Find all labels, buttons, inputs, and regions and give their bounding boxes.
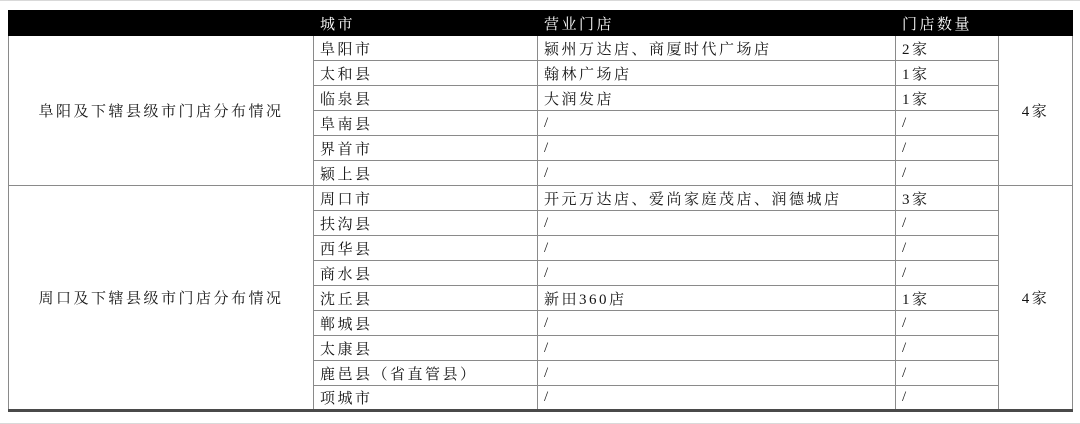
city-cell: 阜南县 — [314, 111, 538, 136]
header-count: 门店数量 — [896, 11, 999, 36]
header-row — [9, 11, 1073, 36]
stores-cell: 颍州万达店、商厦时代广场店 — [538, 36, 896, 61]
count-cell: 1家 — [896, 61, 999, 86]
stores-cell: / — [538, 236, 896, 261]
count-cell: 2家 — [896, 36, 999, 61]
city-cell: 界首市 — [314, 136, 538, 161]
count-cell: / — [896, 336, 999, 361]
count-cell: / — [896, 386, 999, 411]
city-cell: 阜阳市 — [314, 36, 538, 61]
city-cell: 项城市 — [314, 386, 538, 411]
table-row — [9, 186, 1073, 211]
city-cell: 扶沟县 — [314, 211, 538, 236]
header-stores: 营业门店 — [538, 11, 896, 36]
header-city: 城市 — [314, 11, 538, 36]
stores-cell: / — [538, 386, 896, 411]
city-cell: 太和县 — [314, 61, 538, 86]
city-cell: 太康县 — [314, 336, 538, 361]
section-label-zhoukou: 周口及下辖县级市门店分布情况 — [9, 186, 314, 411]
count-cell: / — [896, 111, 999, 136]
count-cell: / — [896, 236, 999, 261]
count-cell: 1家 — [896, 286, 999, 311]
stores-cell: 新田360店 — [538, 286, 896, 311]
stores-cell: 大润发店 — [538, 86, 896, 111]
header-total — [999, 11, 1073, 36]
count-cell: / — [896, 211, 999, 236]
stores-cell: / — [538, 111, 896, 136]
stores-cell: / — [538, 336, 896, 361]
city-cell: 周口市 — [314, 186, 538, 211]
section-label-fuyang: 阜阳及下辖县级市门店分布情况 — [9, 36, 314, 186]
store-distribution-table-container — [0, 1, 1080, 412]
stores-cell: / — [538, 261, 896, 286]
city-cell: 商水县 — [314, 261, 538, 286]
table-row — [9, 36, 1073, 61]
stores-cell: 开元万达店、爱尚家庭茂店、润德城店 — [538, 186, 896, 211]
city-cell: 西华县 — [314, 236, 538, 261]
city-cell: 沈丘县 — [314, 286, 538, 311]
header-group — [9, 11, 314, 36]
store-distribution-table — [8, 10, 1073, 412]
city-cell: 郸城县 — [314, 311, 538, 336]
count-cell: / — [896, 311, 999, 336]
city-cell: 颍上县 — [314, 161, 538, 186]
section-total-fuyang: 4家 — [999, 36, 1073, 186]
count-cell: / — [896, 161, 999, 186]
count-cell: 3家 — [896, 186, 999, 211]
stores-cell: 翰林广场店 — [538, 61, 896, 86]
city-cell: 临泉县 — [314, 86, 538, 111]
section-total-zhoukou: 4家 — [999, 186, 1073, 411]
count-cell: / — [896, 136, 999, 161]
stores-cell: / — [538, 136, 896, 161]
city-cell: 鹿邑县（省直管县） — [314, 361, 538, 386]
stores-cell: / — [538, 161, 896, 186]
count-cell: 1家 — [896, 86, 999, 111]
stores-cell: / — [538, 211, 896, 236]
stores-cell: / — [538, 361, 896, 386]
count-cell: / — [896, 261, 999, 286]
count-cell: / — [896, 361, 999, 386]
stores-cell: / — [538, 311, 896, 336]
